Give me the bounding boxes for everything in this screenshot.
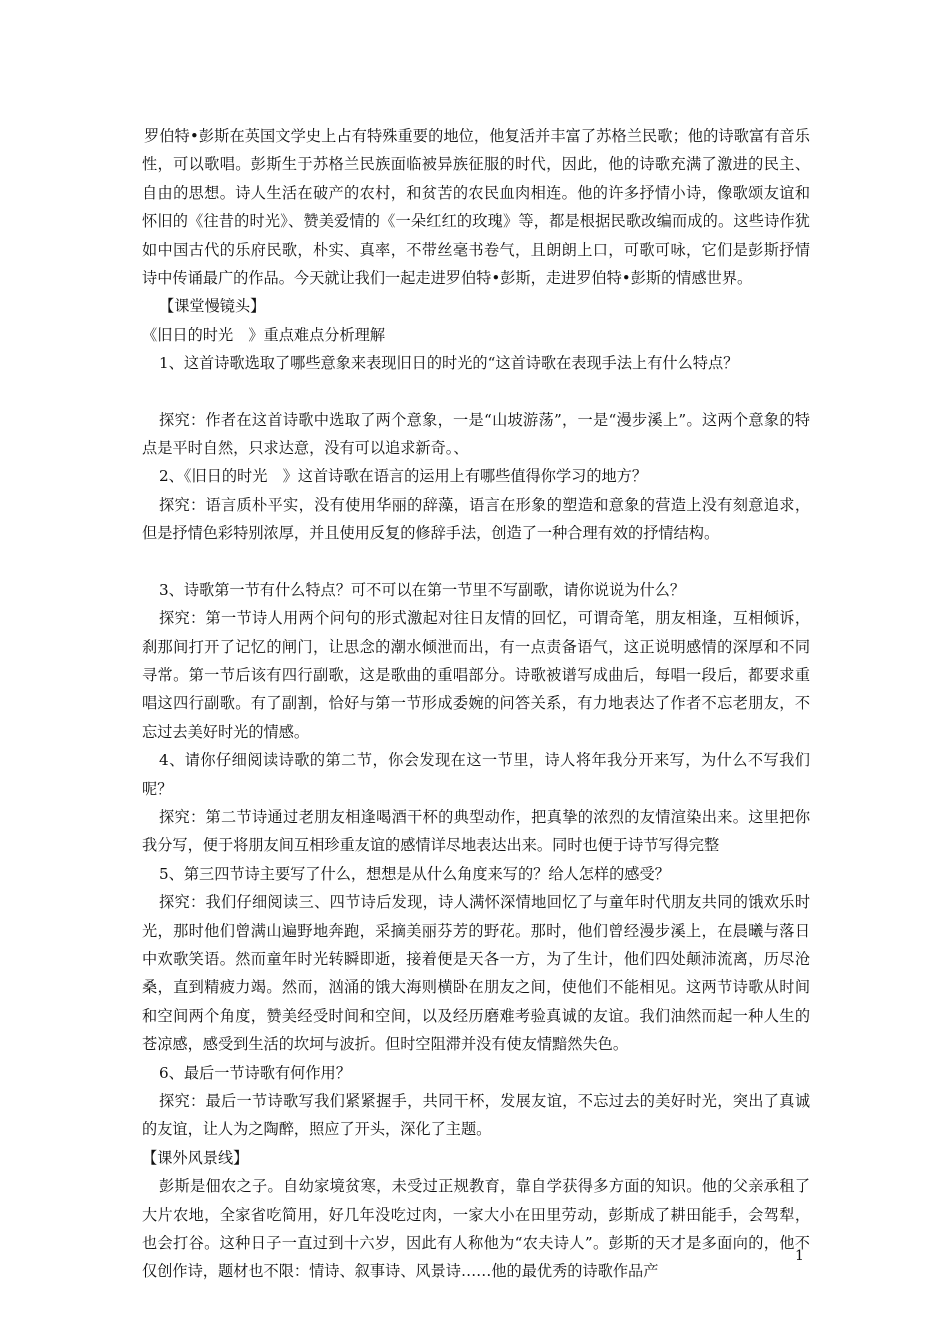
question-5: 5、第三四节诗主要写了什么，想想是从什么角度来写的？给人怎样的感受？ — [159, 864, 670, 883]
question-4: 4、请你仔细阅读诗歌的第二节，你会发现在这一节里，诗人将年我分开来写，为什么不写我们呢？ — [142, 751, 810, 798]
question-2: 2、《旧日的时光 》这首诗歌在语言的运用上有哪些值得你学习的地方？ — [159, 467, 648, 486]
section-heading-extracurricular: 【课外风景线】 — [142, 1148, 249, 1167]
answer-4: 探究：第二节诗通过老朋友相逢喝酒干杯的典型动作，把真挚的浓烈的友情渲染出来。这里把你我分写，便于将朋友间互相珍重友谊的感情详尽地表达出来。同时也便于诗节写得完整 — [142, 807, 810, 855]
question-3: 3、诗歌第一节有什么特点？可不可以在第一节里不写副歌，请你说说为什么？ — [159, 580, 686, 599]
answer-6: 探究：最后一节诗歌写我们紧紧握手，共同干杯，发展友谊，不忘过去的美好时光，突出了真诚的友谊，让人为之陶醉，照应了开头，深化了主题。 — [142, 1092, 810, 1139]
blank-line — [142, 378, 810, 406]
document-body — [142, 122, 810, 1286]
answer-5: 探究：我们仔细阅读三、四节诗后发现，诗人满怀深情地回忆了与童年时代朋友共同的饿欢乐时光，那时他们曾满山遍野地奔跑，采摘美丽芬芳的野花。那时，他们曾经漫步溪上，在晨曦与落日中欢歌笑语。然而童年时光转瞬即逝，接着便是天各一方，为了生计，他们四处颠沛流离，历尽沧桑，直到精疲力竭。然而，汹涌的饿大海则横卧在朋友之间，使他们不能相见。这两节诗歌从时间和空间两个角度，赞美经受时间和空间，以及经历磨难考验真诚的友谊。我们油然而起一种人生的苍凉感，感受到生活的坎坷与波折。但时空阻滞并没有使友情黯然失色。 — [142, 893, 810, 1054]
outro-paragraph: 彭斯是佃农之子。自幼家境贫寒，未受过正规教育，靠自学获得多方面的知识。他的父亲承租了大片农地，全家省吃简用，好几年没吃过肉，一家大小在田里劳动，彭斯成了耕田能手，会驾犁，也会打谷。这种日子一直过到十六岁，因此有人称他为“农夫诗人”。彭斯的天才是多面向的，他不仅创作诗，题材也不限：情诗、叙事诗、风景诗……他的最优秀的诗歌作品产 — [142, 1177, 810, 1281]
analysis-subheading: 《旧日的时光 》重点难点分析理解 — [142, 325, 385, 344]
question-6: 6、最后一节诗歌有何作用？ — [159, 1063, 351, 1082]
answer-3: 探究：第一节诗人用两个问句的形式激起对往日友情的回忆，可谓奇笔，朋友相逢，互相倾诉，刹那间打开了记忆的闸门，让思念的潮水倾泄而出，有一点责备语气，这正说明感情的深厚和不同寻常。第一节后该有四行副歌，这是歌曲的重唱部分。诗歌被谱写成曲后，每唱一段后，都要求重唱这四行副歌。有了副割，恰好与第一节形成委婉的问答关系，有力地表达了作者不忘老朋友，不忘过去美好时光的情感。 — [142, 609, 810, 741]
intro-paragraph: 罗伯特•彭斯在英国文学史上占有特殊重要的地位，他复活并丰富了苏格兰民歌；他的诗歌富有音乐性，可以歌唱。彭斯生于苏格兰民族面临被异族征服的时代，因此，他的诗歌充满了激进的民主、自由的思想。诗人生活在破产的农村，和贫苦的农民血肉相连。他的许多抒情小诗，像歌颂友谊和怀旧的《往昔的时光》、赞美爱情的《一朵红红的玫瑰》等，都是根据民歌改编而成的。这些诗作犹如中国古代的乐府民歌，朴实、真率，不带丝毫书卷气，且朗朗上口，可歌可咏，它们是彭斯抒情诗中传诵最广的作品。今天就让我们一起走进罗伯特•彭斯，走进罗伯特•彭斯的情感世界。 — [142, 127, 810, 288]
answer-2: 探究：语言质朴平实，没有使用华丽的辞藻，语言在形象的塑造和意象的营造上没有刻意追求，但是抒情色彩特别浓厚，并且使用反复的修辞手法，创造了一种合理有效的抒情结构。 — [142, 495, 810, 543]
section-heading-classroom: 【课堂慢镜头】 — [159, 297, 266, 316]
answer-1: 探究：作者在这首诗歌中选取了两个意象，一是“山坡游荡”，一是“漫步溪上”。这两个意象的特点是平时自然，只求达意，没有可以追求新奇。、 — [142, 410, 810, 458]
question-1: 1、这首诗歌选取了哪些意象来表现旧日的时光的“这首诗歌在表现手法上有什么特点？ — [159, 354, 739, 373]
blank-line — [142, 548, 810, 576]
page-number: 1 — [795, 1248, 804, 1264]
